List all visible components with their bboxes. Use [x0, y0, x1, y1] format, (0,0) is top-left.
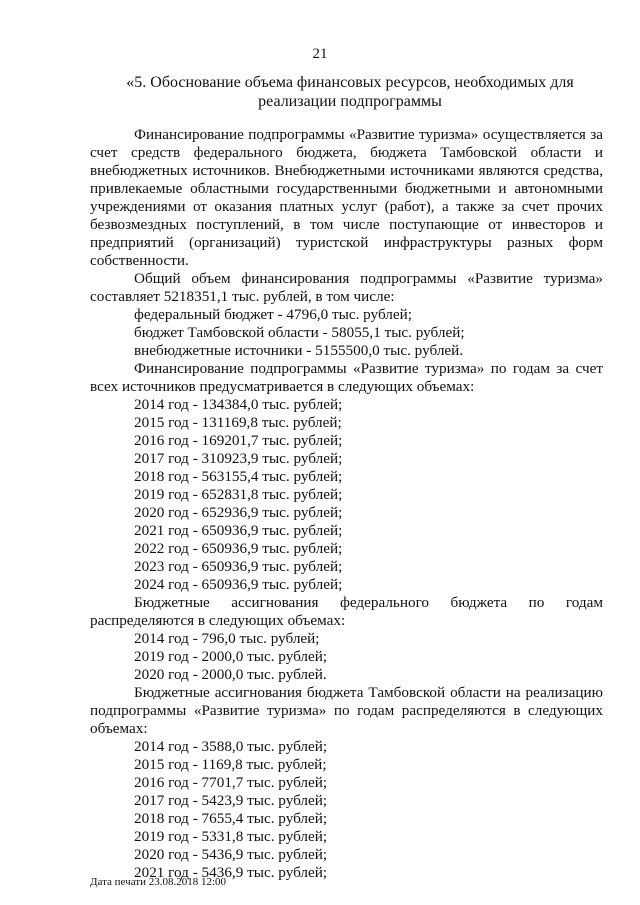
- list-item: 2021 год - 650936,9 тыс. рублей;: [134, 522, 343, 539]
- text-line: объемах:: [90, 720, 148, 737]
- list-item: 2019 год - 2000,0 тыс. рублей;: [134, 648, 328, 665]
- heading-line: реализации подпрограммы: [258, 93, 442, 110]
- list-item: 2018 год - 563155,4 тыс. рублей;: [134, 468, 343, 485]
- text-line: собственности.: [90, 252, 189, 269]
- page-number: 21: [312, 46, 328, 62]
- list-item: 2020 год - 652936,9 тыс. рублей;: [134, 504, 343, 521]
- list-item: 2017 год - 5423,9 тыс. рублей;: [134, 792, 328, 809]
- text-line: подпрограммы «Развитие туризма» по годам распределяются в следующих: [90, 702, 603, 719]
- print-date-footer: Дата печати 23.08.2018 12:00: [90, 876, 227, 888]
- list-item: 2017 год - 310923,9 тыс. рублей;: [134, 450, 343, 467]
- list-item: 2020 год - 5436,9 тыс. рублей;: [134, 846, 328, 863]
- text-line: Финансирование подпрограммы «Развитие туризма» осуществляется за: [134, 126, 603, 143]
- list-item: 2023 год - 650936,9 тыс. рублей;: [134, 558, 343, 575]
- list-item: 2024 год - 650936,9 тыс. рублей;: [134, 576, 343, 593]
- text-line: Финансирование подпрограммы «Развитие туризма» по годам за счет: [134, 360, 603, 377]
- text-line: всех источников предусматривается в следующих объемах:: [90, 378, 475, 395]
- list-item: 2020 год - 2000,0 тыс. рублей.: [134, 666, 327, 683]
- list-item: 2014 год - 134384,0 тыс. рублей;: [134, 396, 343, 413]
- text-line: внебюджетных источников. Внебюджетными источниками являются средства,: [90, 162, 603, 179]
- text-line: предприятий (организаций) туристской инфраструктуры разных форм: [90, 234, 603, 251]
- list-item: 2021 год - 5436,9 тыс. рублей;: [134, 864, 328, 881]
- text-line: счет средств федерального бюджета, бюджета Тамбовской области и: [90, 144, 603, 161]
- list-item: 2019 год - 5331,8 тыс. рублей;: [134, 828, 328, 845]
- list-item: 2015 год - 1169,8 тыс. рублей;: [134, 756, 327, 773]
- text-line: привлекаемые областными государственными бюджетными и автономными: [90, 180, 603, 197]
- text-line: безвозмездных поступлений, в том числе поступающие от инвесторов и: [90, 216, 603, 233]
- text-line: Бюджетные ассигнования федерального бюджета по годам: [134, 594, 603, 611]
- text-line: Бюджетные ассигнования бюджета Тамбовской области на реализацию: [134, 684, 603, 701]
- text-line: распределяются в следующих объемах:: [90, 612, 346, 629]
- list-item: 2018 год - 7655,4 тыс. рублей;: [134, 810, 328, 827]
- list-item: 2022 год - 650936,9 тыс. рублей;: [134, 540, 343, 557]
- list-item: 2014 год - 796,0 тыс. рублей;: [134, 630, 320, 647]
- list-item: 2019 год - 652831,8 тыс. рублей;: [134, 486, 343, 503]
- text-line: составляет 5218351,1 тыс. рублей, в том числе:: [90, 288, 395, 305]
- list-item: 2014 год - 3588,0 тыс. рублей;: [134, 738, 328, 755]
- list-item: бюджет Тамбовской области - 58055,1 тыс. рублей;: [134, 324, 465, 341]
- text-line: Общий объем финансирования подпрограммы «Развитие туризма»: [134, 270, 603, 287]
- heading-line: «5. Обоснование объема финансовых ресурсов, необходимых для: [126, 74, 574, 91]
- list-item: 2016 год - 169201,7 тыс. рублей;: [134, 432, 343, 449]
- text-line: учреждениями от оказания платных услуг (работ), а также за счет прочих: [90, 198, 603, 215]
- section-heading: [90, 73, 610, 111]
- list-item: 2016 год - 7701,7 тыс. рублей;: [134, 774, 328, 791]
- list-item: 2015 год - 131169,8 тыс. рублей;: [134, 414, 342, 431]
- list-item: внебюджетные источники - 5155500,0 тыс. рублей.: [134, 342, 464, 359]
- list-item: федеральный бюджет - 4796,0 тыс. рублей;: [134, 306, 412, 323]
- document-body: [90, 126, 603, 882]
